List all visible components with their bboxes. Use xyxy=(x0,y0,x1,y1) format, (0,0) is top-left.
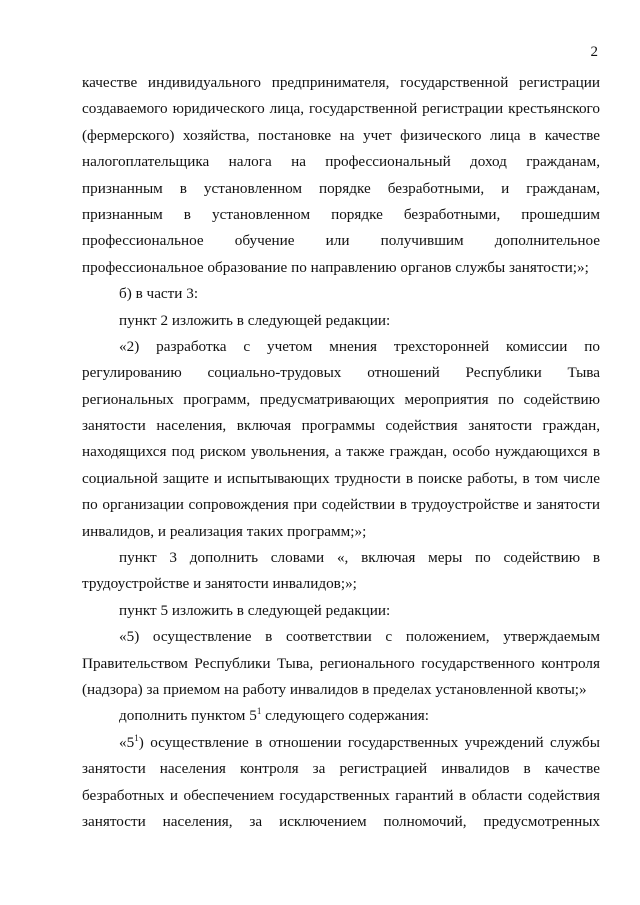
paragraph-lines-tail xyxy=(82,756,600,835)
text-line-superscript-1 xyxy=(82,703,600,729)
text-line: пункт 3 дополнить словами «, включая меры по содействию в xyxy=(119,549,600,567)
text-fragment: дополнить пунктом 5 xyxy=(119,707,257,725)
text-line: социальной защите и испытывающих трудности в поиске работы, в том числе xyxy=(82,469,600,487)
text-line: (надзора) за приемом на работу инвалидов в пределах установленной квоты;» xyxy=(82,680,587,698)
text-line: б) в части 3: xyxy=(119,285,199,303)
text-line: регулированию социально-трудовых отношений Республики Тыва xyxy=(82,364,600,382)
text-line: занятости населения, за исключением полномочий, предусмотренных xyxy=(82,812,600,830)
text-line: региональных программ, предусматривающих мероприятия по содействию xyxy=(82,390,600,408)
text-line: безработных и обеспечением государственных гарантий в области содействия xyxy=(82,786,600,804)
text-fragment: следующего содержания: xyxy=(261,707,429,725)
text-line: пункт 5 изложить в следующей редакции: xyxy=(119,601,391,619)
document-body xyxy=(82,70,600,835)
text-line: занятости населения контроля за регистрацией инвалидов в качестве xyxy=(82,760,600,778)
superscript-mark: 1 xyxy=(256,706,262,717)
text-line-superscript-2 xyxy=(82,730,600,756)
text-line: «5) осуществление в соответствии с положением, утверждаемым xyxy=(119,628,600,646)
text-line: признанным в установленном порядке безработными, прошедшим xyxy=(82,205,600,223)
text-line: трудоустройстве и занятости инвалидов;»; xyxy=(82,575,357,593)
text-line: (фермерского) хозяйства, постановке на учет физического лица в качестве xyxy=(82,126,600,144)
text-fragment: «5 xyxy=(119,733,135,751)
superscript-mark: 1 xyxy=(134,732,139,743)
text-line: признанным в установленном порядке безработными, и гражданам, xyxy=(82,179,600,197)
text-line: профессиональное образование по направлению органов службы занятости;»; xyxy=(82,258,589,276)
text-line: занятости населения, включая программы содействия занятости граждан, xyxy=(82,417,600,435)
text-fragment: ) осуществление в отношении государственных учреждений службы xyxy=(138,733,600,751)
paragraph-lines xyxy=(82,70,600,703)
page-number: 2 xyxy=(590,44,598,60)
text-line: налогоплательщика налога на профессиональный доход гражданам, xyxy=(82,153,600,171)
text-line: профессиональное обучение или получившим дополнительное xyxy=(82,232,600,250)
text-line: создаваемого юридического лица, государственной регистрации крестьянского xyxy=(82,100,600,118)
text-line: пункт 2 изложить в следующей редакции: xyxy=(119,311,391,329)
text-line: находящихся под риском увольнения, а также граждан, особо нуждающихся в xyxy=(82,443,600,461)
text-line: инвалидов, и реализация таких программ;»; xyxy=(82,522,367,540)
text-line: «2) разработка с учетом мнения трехсторонней комиссии по xyxy=(119,337,600,355)
text-line: качестве индивидуального предпринимателя, государственной регистрации xyxy=(82,74,600,91)
text-line: Правительством Республики Тыва, регионального государственного контроля xyxy=(82,654,600,672)
text-line: по организации сопровождения при содействии в трудоустройстве и занятости xyxy=(82,496,600,514)
